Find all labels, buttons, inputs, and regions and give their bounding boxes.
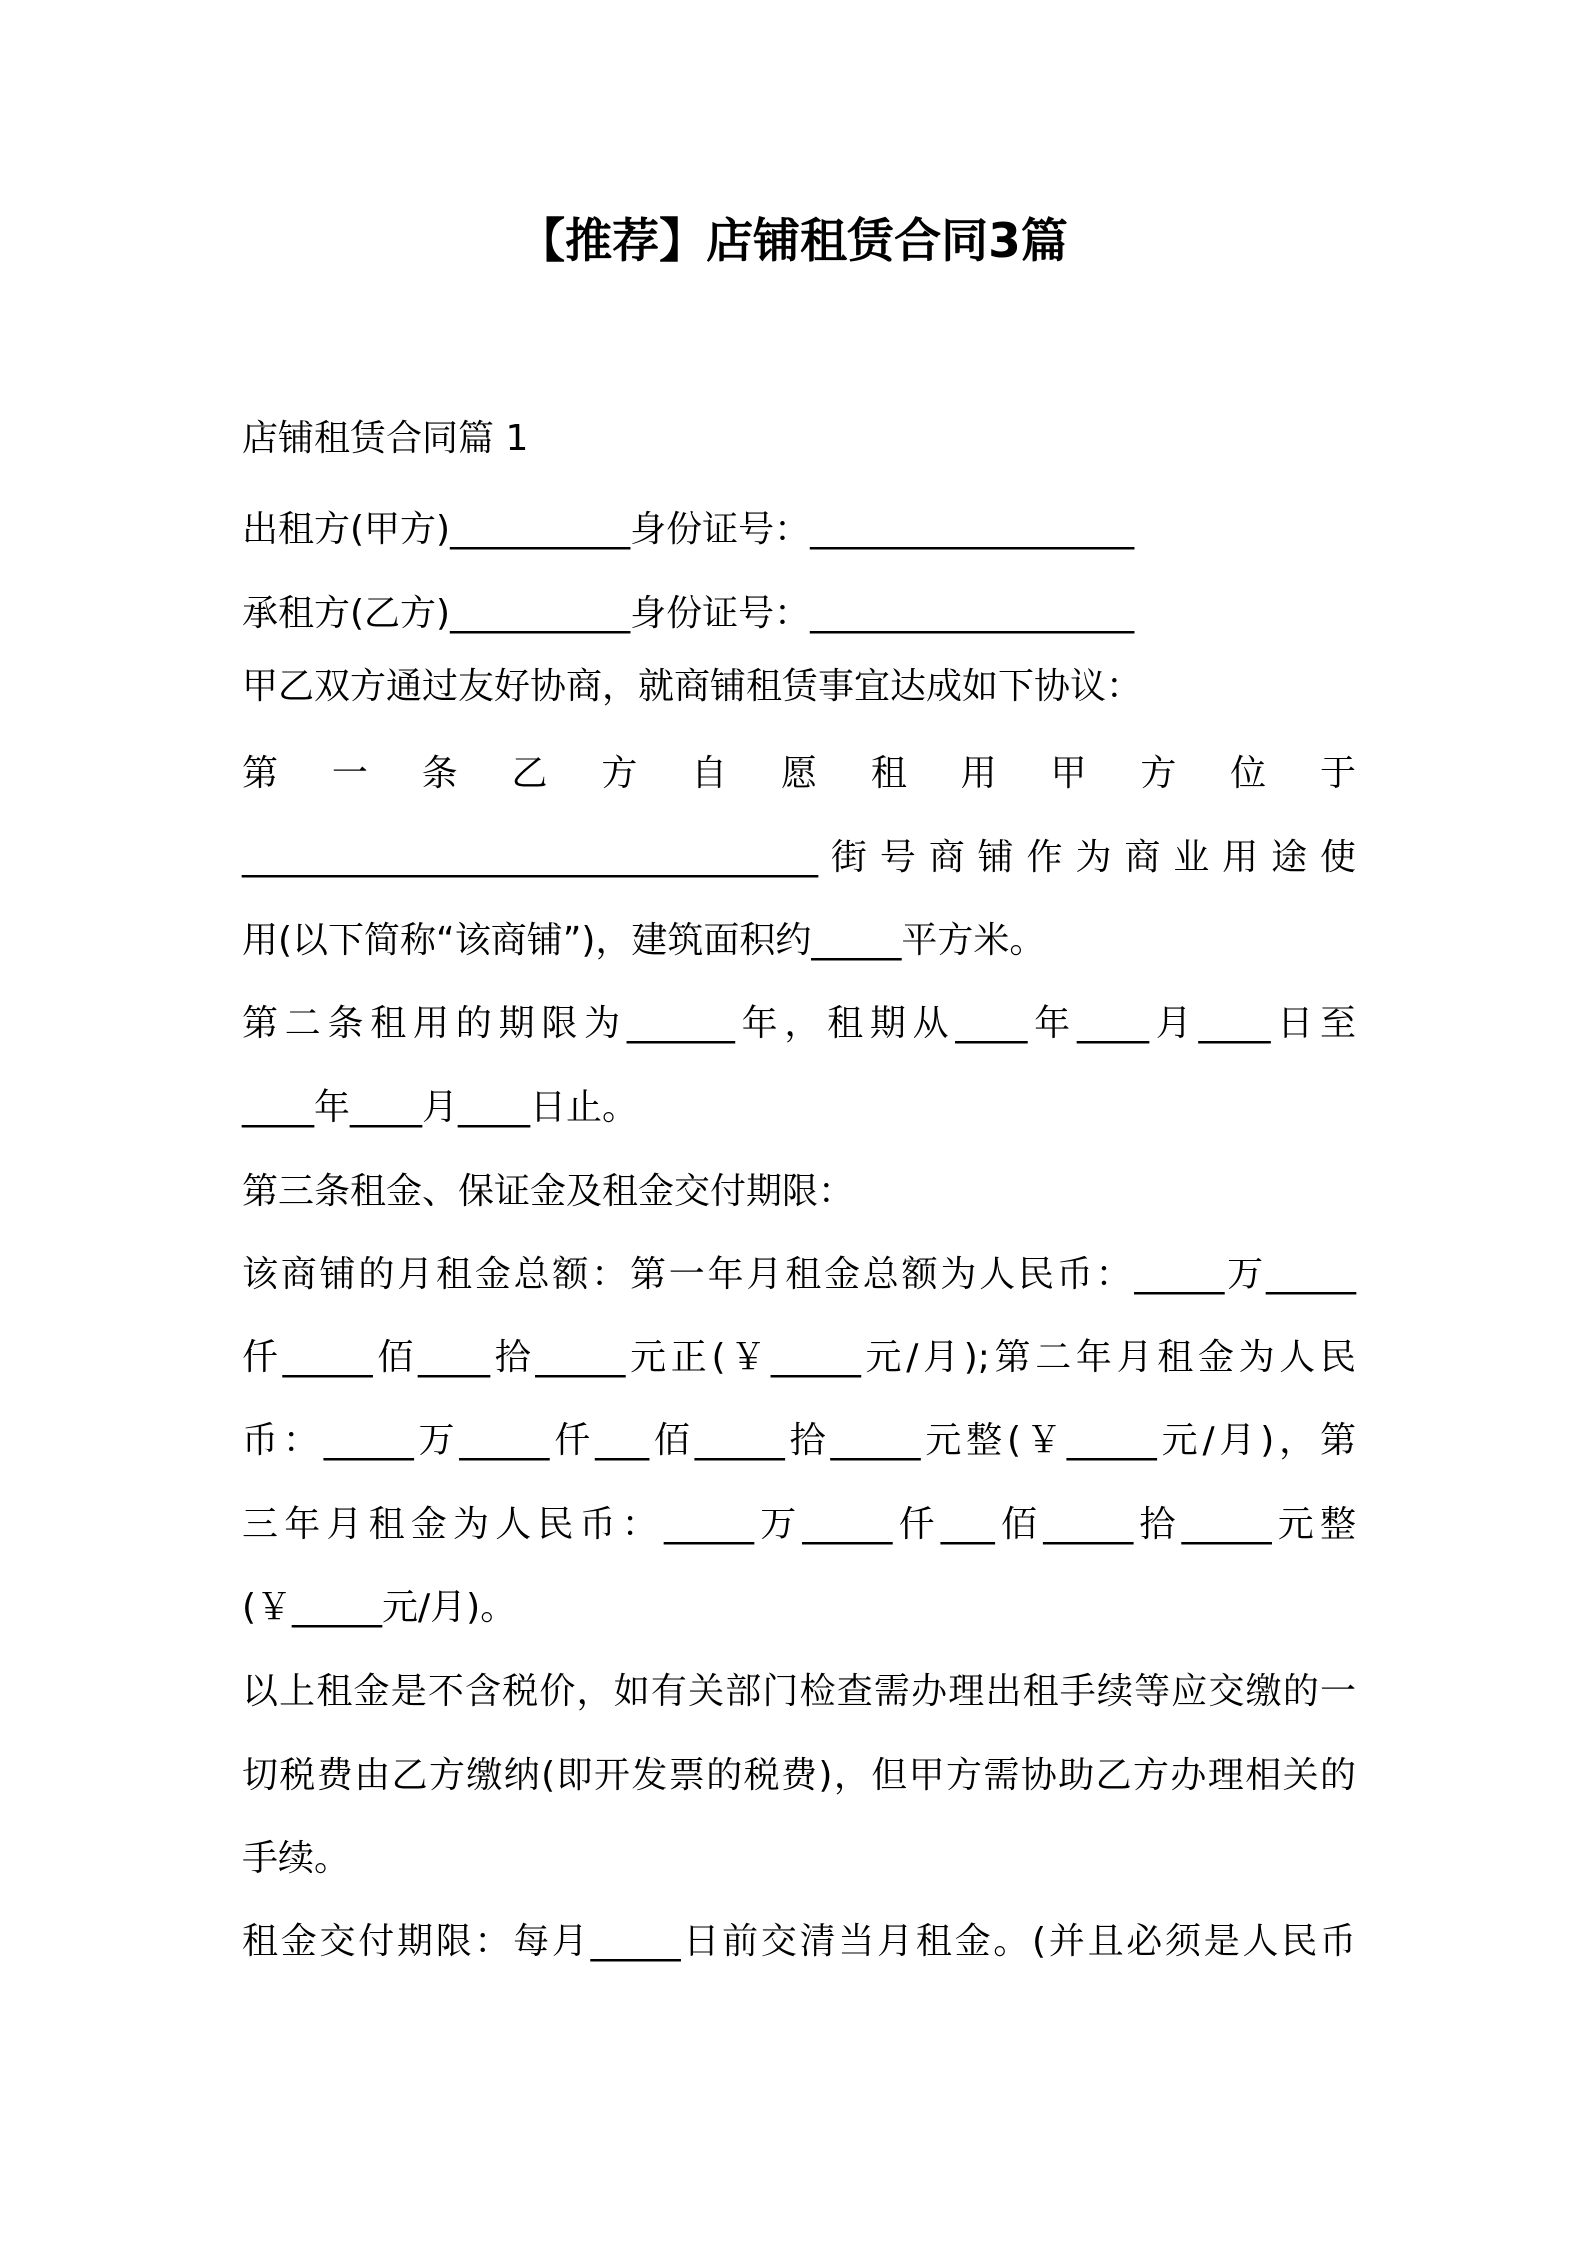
document-title: 【推荐】店铺租赁合同3篇 bbox=[518, 214, 1068, 269]
lessor-line: 出租方(甲方)__________身份证号：__________________ bbox=[242, 509, 1135, 550]
article-1-line-1: 第一条乙方自愿租用甲方位于 bbox=[242, 753, 1356, 794]
section-heading: 店铺租赁合同篇 1 bbox=[242, 418, 529, 459]
article-3-heading: 第三条租金、保证金及租金交付期限： bbox=[242, 1171, 855, 1212]
article-1-line-2: ________________________________街号商铺作为商业用途使 bbox=[242, 837, 1356, 878]
tax-line-3: 手续。 bbox=[242, 1838, 351, 1879]
tax-line-1: 以上租金是不含税价，如有关部门检查需办理出租手续等应交缴的一 bbox=[242, 1671, 1356, 1712]
rent-line-3: 币：_____万_____仟___佰_____拾_____元整(￥_____元/月)，第 bbox=[242, 1420, 1357, 1461]
article-2-line-1: 第二条租用的期限为______年，租期从____年____月____日至 bbox=[242, 1003, 1356, 1044]
rent-line-1: 该商铺的月租金总额：第一年月租金总额为人民币：_____万_____ bbox=[242, 1254, 1356, 1295]
rent-line-2: 仟_____佰____拾_____元正(￥_____元/月);第二年月租金为人民 bbox=[242, 1337, 1356, 1378]
payment-term-line: 租金交付期限：每月_____日前交清当月租金。(并且必须是人民币 bbox=[242, 1921, 1356, 1962]
tax-line-2: 切税费由乙方缴纳(即开发票的税费)，但甲方需协助乙方办理相关的 bbox=[242, 1755, 1356, 1796]
article-2-line-2: ____年____月____日止。 bbox=[242, 1087, 639, 1128]
article-1-line-3: 用(以下简称“该商铺”)，建筑面积约_____平方米。 bbox=[242, 920, 1046, 961]
rent-line-5: (￥_____元/月)。 bbox=[242, 1587, 517, 1628]
agreement-intro: 甲乙双方通过友好协商，就商铺租赁事宜达成如下协议： bbox=[242, 666, 1143, 707]
rent-line-4: 三年月租金为人民币：_____万_____仟___佰_____拾_____元整 bbox=[242, 1504, 1356, 1545]
lessee-line: 承租方(乙方)__________身份证号：__________________ bbox=[242, 593, 1135, 634]
